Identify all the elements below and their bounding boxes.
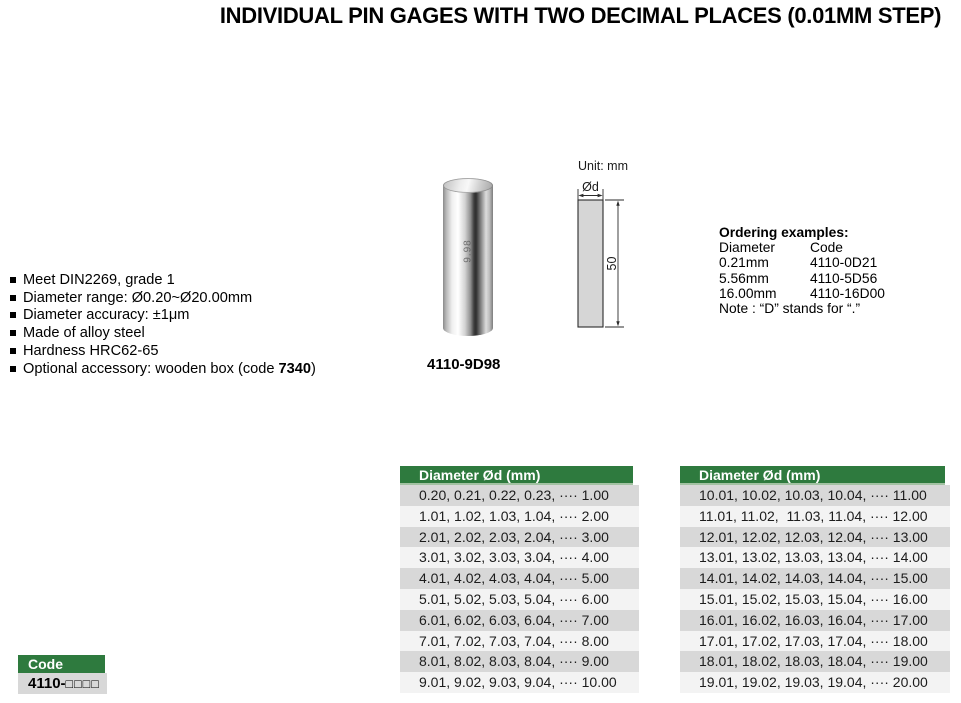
code-prefix: 4110- [28, 675, 66, 692]
diameter-table-right [680, 466, 950, 693]
feature-text: Diameter accuracy: ±1μm [23, 307, 190, 324]
table-row: 6.01, 6.02, 6.03, 6.04, ···· 7.00 [400, 610, 639, 631]
table-row: 3.01, 3.02, 3.03, 3.04, ···· 4.00 [400, 547, 639, 568]
table-row: 7.01, 7.02, 7.03, 7.04, ···· 8.00 [400, 631, 639, 652]
bullet-square-icon [10, 312, 16, 318]
ordering-code: 4110-0D21 [810, 255, 878, 271]
feature-item [10, 324, 316, 342]
accessory-code: 7340 [278, 360, 312, 377]
diameter-table-left [400, 466, 639, 693]
ordering-diameter: 5.56mm [719, 270, 769, 286]
table-row: 4.01, 4.02, 4.03, 4.04, ···· 5.00 [400, 568, 639, 589]
page-title: INDIVIDUAL PIN GAGES WITH TWO DECIMAL PLACES (0.01MM STEP) [219, 3, 942, 28]
code-box-header: Code [18, 655, 105, 673]
pin-gage-image [443, 178, 493, 337]
table-row: 17.01, 17.02, 17.03, 17.04, ···· 18.00 [680, 631, 950, 652]
table-row: 1.01, 1.02, 1.03, 1.04, ···· 2.00 [400, 506, 639, 527]
table-row: 13.01, 13.02, 13.03, 13.04, ···· 14.00 [680, 547, 950, 568]
table-header: Diameter Ød (mm) [680, 466, 945, 485]
diameter-dim-label: Ød [582, 180, 599, 194]
table-row: 0.20, 0.21, 0.22, 0.23, ···· 1.00 [400, 485, 639, 506]
ordering-col-diameter: Diameter [719, 240, 775, 256]
model-number-label: 4110-9D98 [427, 356, 501, 373]
ordering-heading: Ordering examples: [719, 225, 849, 240]
table-row: 19.01, 19.02, 19.03, 19.04, ···· 20.00 [680, 672, 950, 693]
table-row: 11.01, 11.02, 11.03, 11.04, ···· 12.00 [680, 506, 950, 527]
ordering-row [719, 286, 885, 301]
feature-list [10, 271, 316, 378]
feature-item [10, 342, 316, 360]
feature-text: Meet DIN2269, grade 1 [23, 271, 175, 288]
feature-text: Diameter range: Ø0.20~Ø20.00mm [23, 289, 253, 306]
feature-item [10, 360, 316, 378]
ordering-column-headers [719, 240, 885, 255]
ordering-col-code: Code [810, 240, 843, 256]
table-header: Diameter Ød (mm) [400, 466, 633, 485]
order-code-box [18, 655, 107, 694]
bullet-square-icon [10, 330, 16, 336]
code-box-value [18, 673, 107, 694]
feature-text: Hardness HRC62-65 [23, 343, 159, 360]
table-row: 12.01, 12.02, 12.03, 12.04, ···· 13.00 [680, 527, 950, 548]
bullet-square-icon [10, 348, 16, 354]
bullet-square-icon [10, 366, 16, 372]
bullet-square-icon [10, 277, 16, 283]
pin-gage-engraving: 9.98 [462, 239, 474, 263]
ordering-code: 4110-16D00 [810, 285, 885, 301]
unit-label: Unit: mm [578, 159, 628, 173]
dimension-drawing [556, 156, 640, 338]
feature-item [10, 289, 316, 307]
ordering-diameter: 0.21mm [719, 255, 769, 271]
table-row: 15.01, 15.02, 15.03, 15.04, ···· 16.00 [680, 589, 950, 610]
ordering-row [719, 271, 885, 286]
table-row: 10.01, 10.02, 10.03, 10.04, ···· 11.00 [680, 485, 950, 506]
gage-outline-rect [578, 200, 603, 327]
ordering-diameter: 16.00mm [719, 285, 777, 301]
feature-item [10, 307, 316, 325]
table-row: 16.01, 16.02, 16.03, 16.04, ···· 17.00 [680, 610, 950, 631]
table-row: 9.01, 9.02, 9.03, 9.04, ···· 10.00 [400, 672, 639, 693]
ordering-note: Note : “D” stands for “.” [719, 300, 861, 316]
feature-text: Optional accessory: wooden box (code [23, 360, 279, 377]
table-row: 8.01, 8.02, 8.03, 8.04, ···· 9.00 [400, 651, 639, 672]
table-row: 14.01, 14.02, 14.03, 14.04, ···· 15.00 [680, 568, 950, 589]
ordering-code: 4110-5D56 [810, 270, 878, 286]
bullet-square-icon [10, 295, 16, 301]
table-row: 5.01, 5.02, 5.03, 5.04, ···· 6.00 [400, 589, 639, 610]
feature-item [10, 271, 316, 289]
table-row: 18.01, 18.02, 18.03, 18.04, ···· 19.00 [680, 651, 950, 672]
feature-text: ) [311, 360, 316, 377]
table-row: 2.01, 2.02, 2.03, 2.04, ···· 3.00 [400, 527, 639, 548]
height-dim-label: 50 [605, 256, 619, 271]
ordering-examples [719, 225, 885, 316]
ordering-row [719, 255, 885, 270]
feature-text: Made of alloy steel [23, 325, 145, 342]
code-placeholder-boxes: □□□□ [65, 677, 100, 691]
pin-gage-top-face [443, 178, 493, 193]
